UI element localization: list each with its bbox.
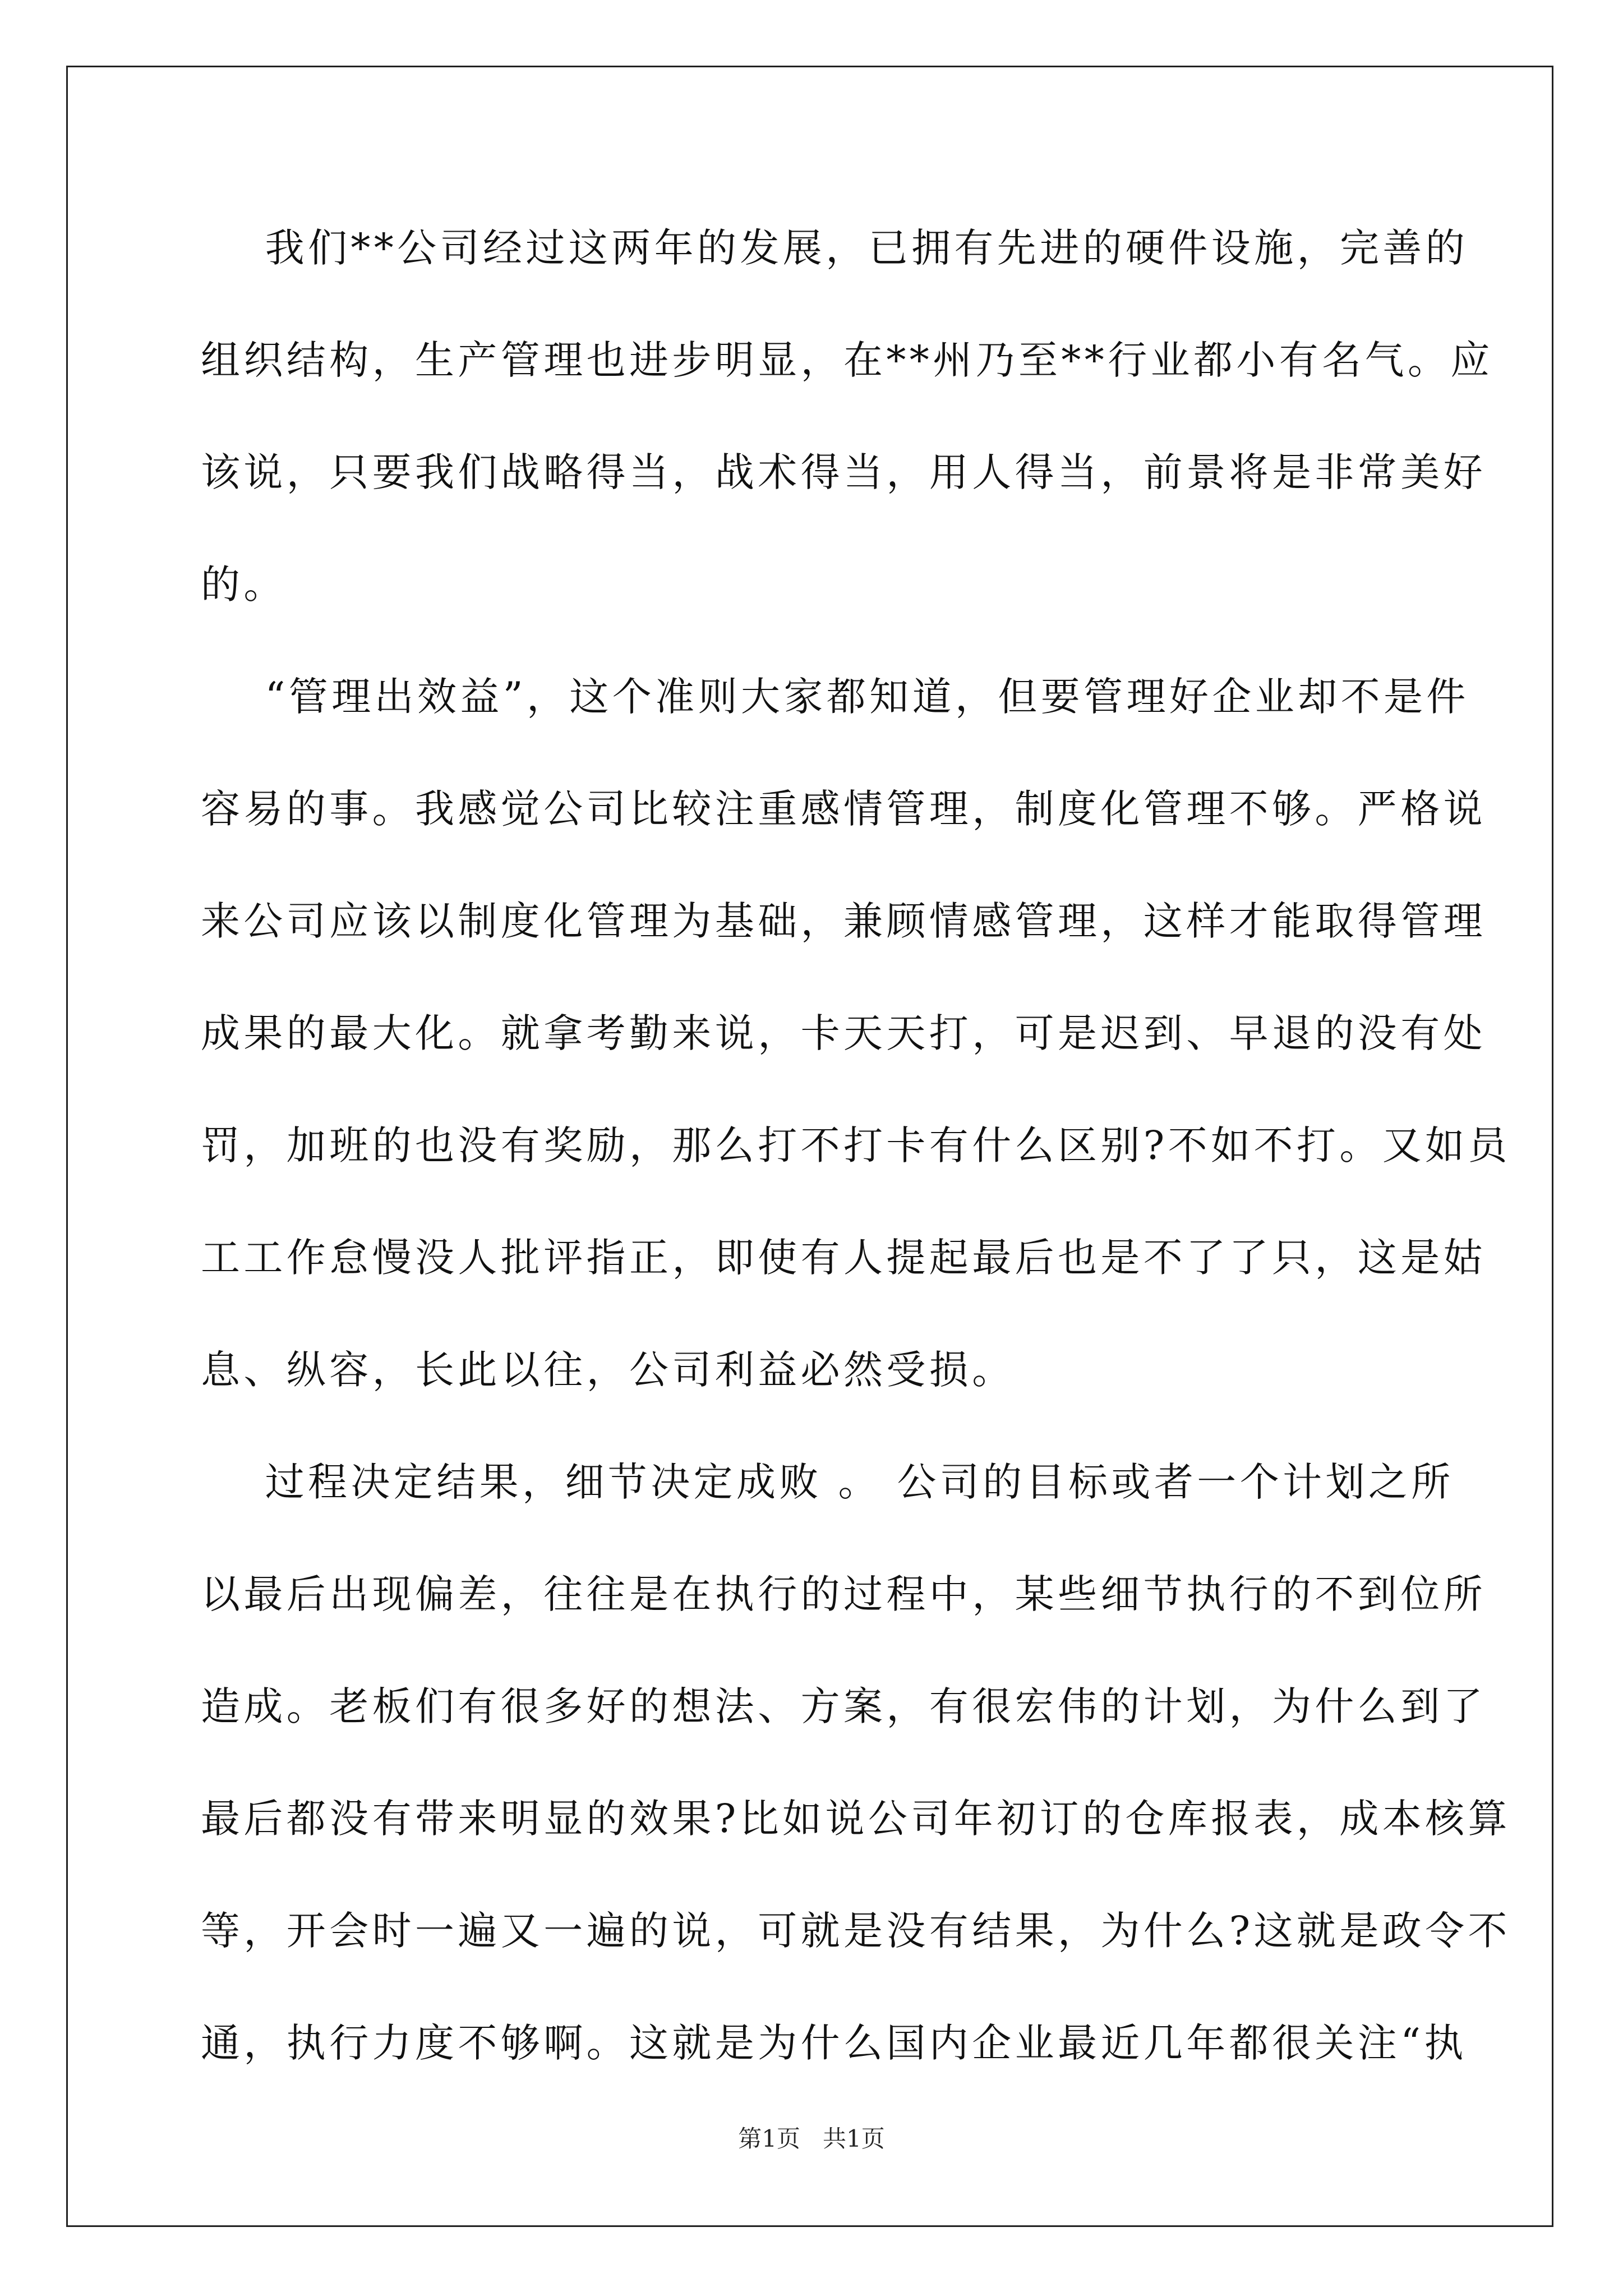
- text-line: 我们**公司经过这两年的发展，已拥有先进的硬件设施，完善的: [201, 225, 1469, 271]
- text-line: 组织结构，生产管理也进步明显，在**州乃至**行业都小有名气。应: [201, 337, 1493, 383]
- text-line: 以最后出现偏差，往往是在执行的过程中，某些细节执行的不到位所: [201, 1571, 1486, 1617]
- text-line: 等，开会时一遍又一遍的说，可就是没有结果，为什么?这就是政令不: [201, 1908, 1511, 1954]
- text-line: 工工作怠慢没人批评指正，即使有人提起最后也是不了了只，这是姑: [201, 1235, 1486, 1281]
- text-line: 容易的事。我感觉公司比较注重感情管理，制度化管理不够。严格说: [201, 786, 1486, 832]
- text-line: 通，执行力度不够啊。这就是为什么国内企业最近几年都很关注“执: [201, 2020, 1467, 2066]
- text-line: 来公司应该以制度化管理为基础，兼顾情感管理，这样才能取得管理: [201, 898, 1486, 944]
- text-line: 最后都没有带来明显的效果?比如说公司年初订的仓库报表，成本核算: [201, 1796, 1511, 1842]
- text-line: “管理出效益”，这个准则大家都知道，但要管理好企业却不是件: [201, 674, 1469, 720]
- text-line: 成果的最大化。就拿考勤来说，卡天天打，可是迟到、早退的没有处: [201, 1010, 1486, 1056]
- text-line: 息、纵容，长此以往，公司利益必然受损。: [201, 1347, 1015, 1393]
- text-line: 过程决定结果，细节决定成败 。 公司的目标或者一个计划之所: [201, 1459, 1454, 1505]
- page-footer: 第1页 共1页: [738, 2125, 885, 2152]
- text-line: 造成。老板们有很多好的想法、方案，有很宏伟的计划，为什么到了: [201, 1683, 1486, 1729]
- text-line: 该说，只要我们战略得当，战术得当，用人得当，前景将是非常美好: [201, 449, 1486, 495]
- text-line: 的。: [201, 562, 287, 608]
- text-line: 罚，加班的也没有奖励，那么打不打卡有什么区别?不如不打。又如员: [201, 1122, 1511, 1168]
- document-body: [201, 209, 1511, 2116]
